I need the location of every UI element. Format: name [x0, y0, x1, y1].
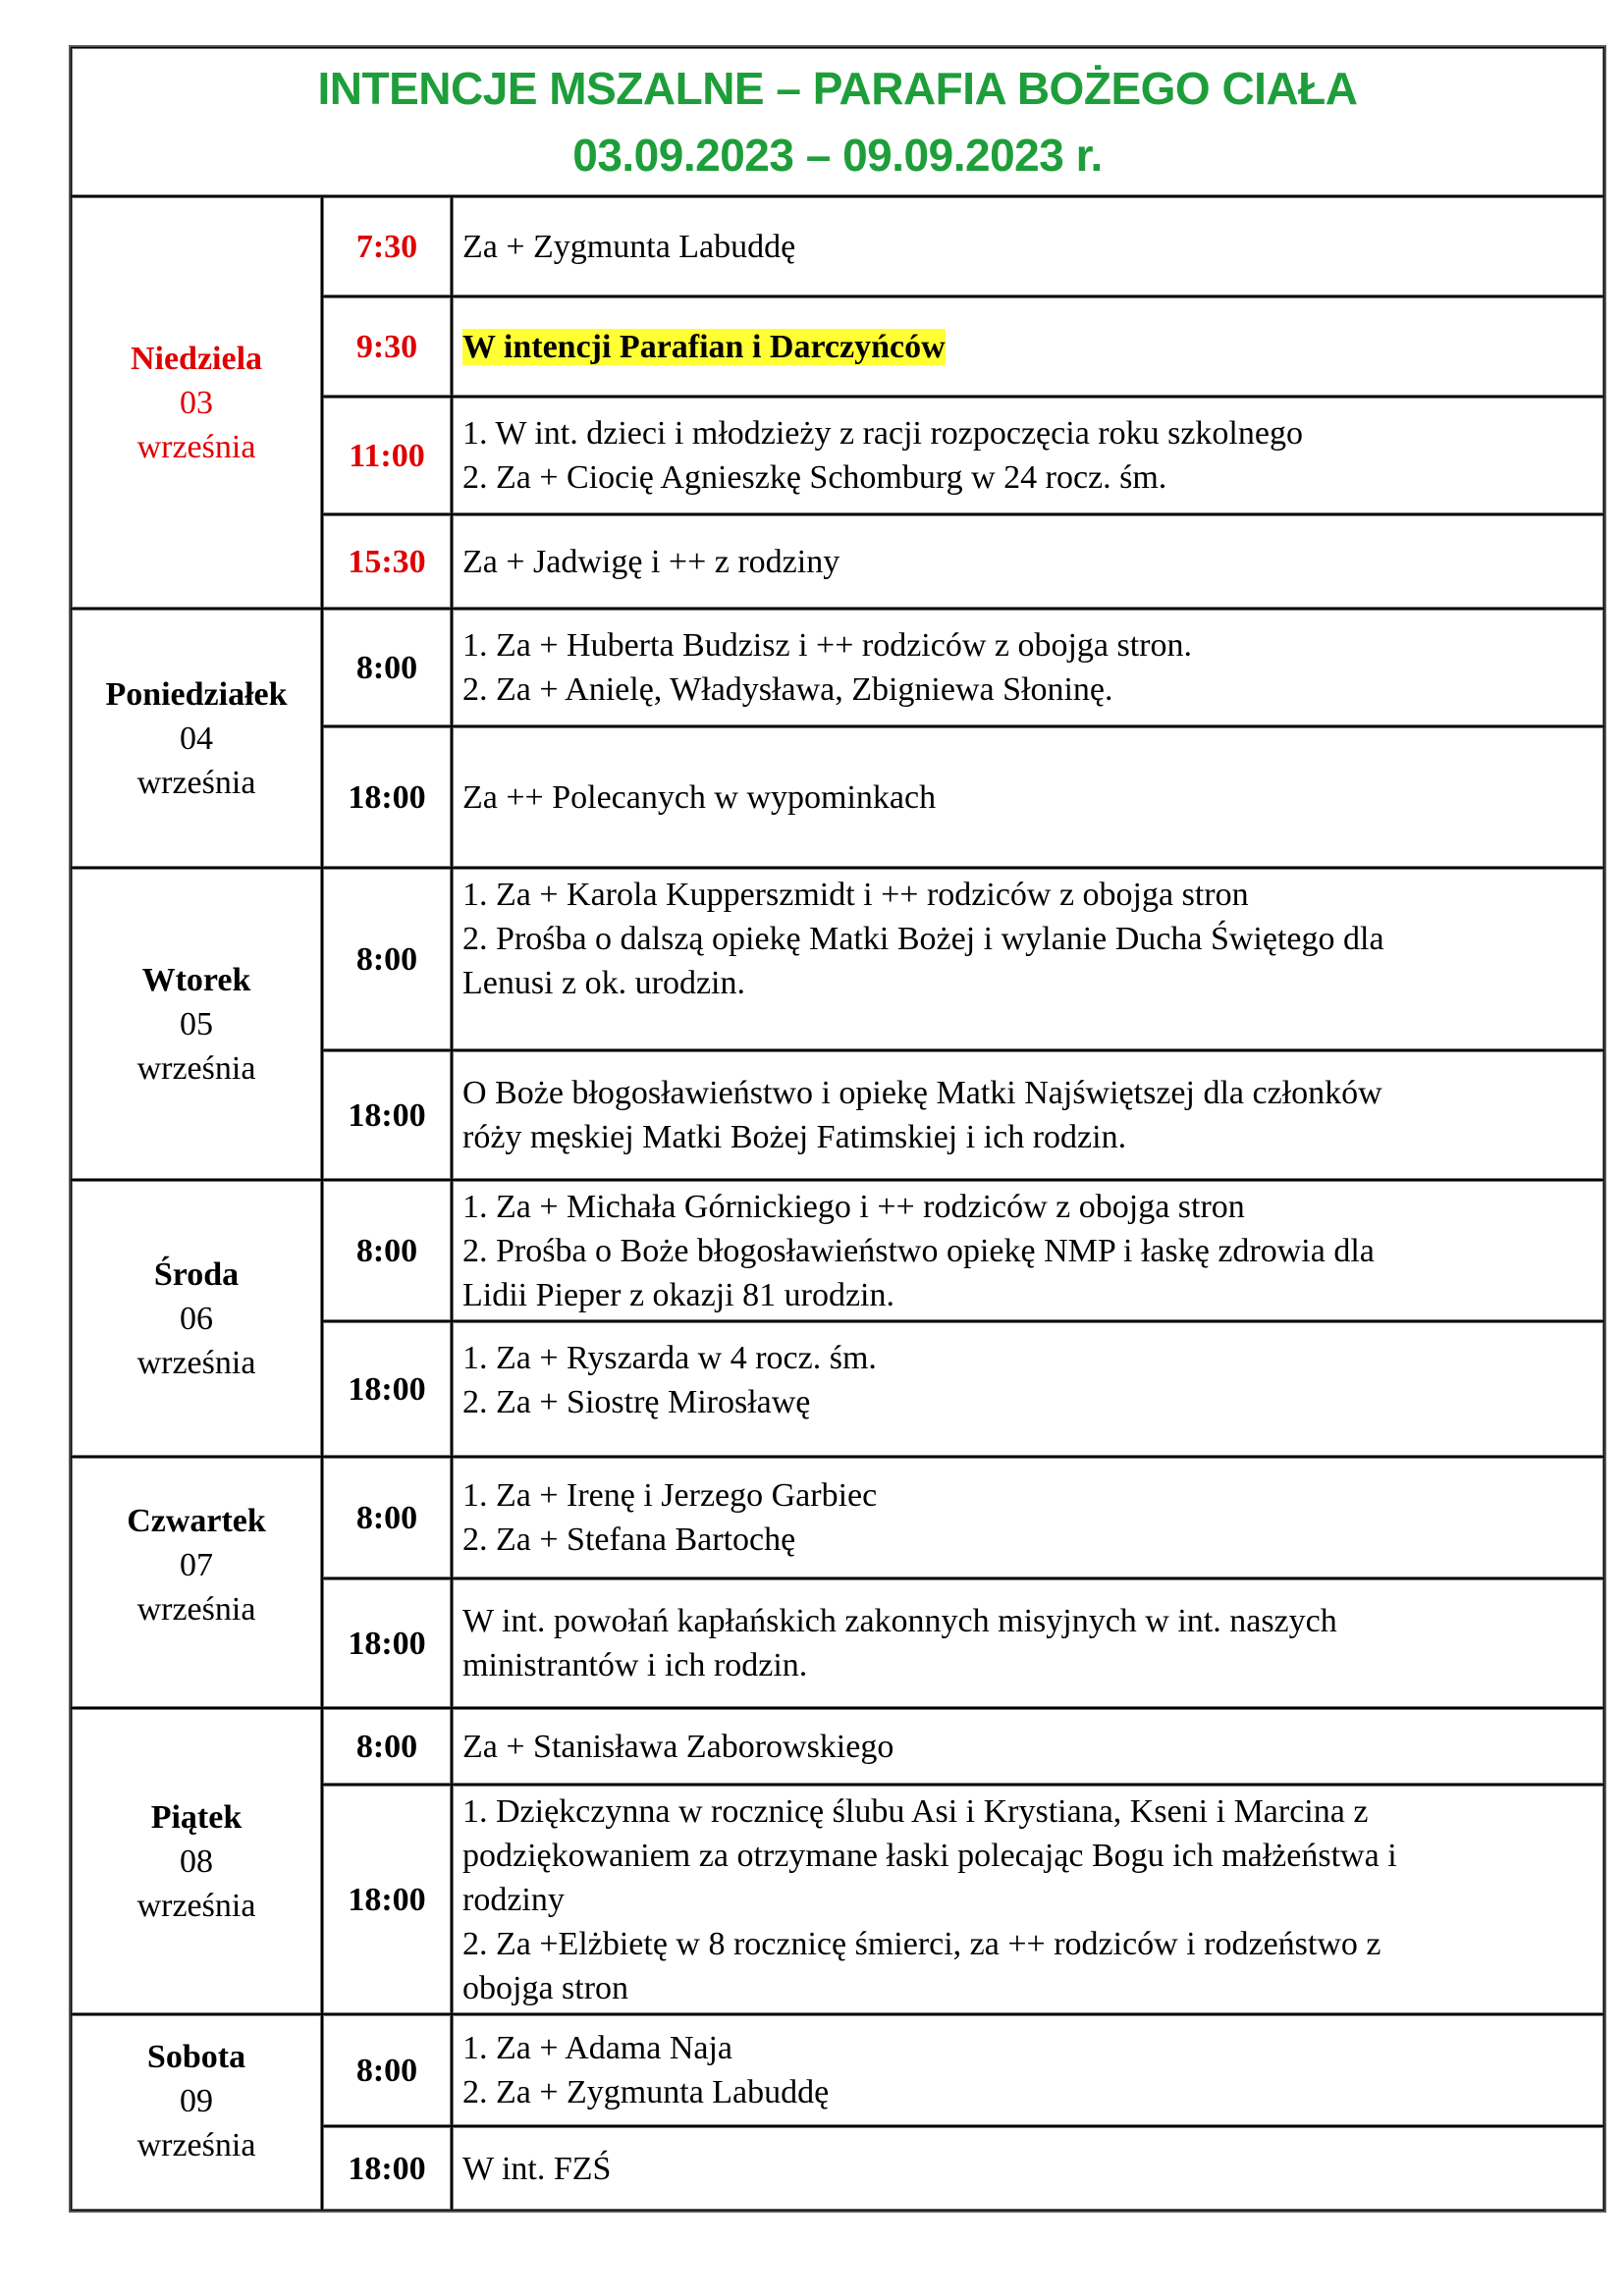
- mass-intention: [452, 726, 1604, 868]
- day-cell-sunday: [71, 196, 322, 609]
- day-name: Środa: [153, 1255, 240, 1293]
- mass-intention: [452, 1457, 1604, 1578]
- day-month: września: [136, 2127, 256, 2163]
- intention-line: 2. Za + Zygmunta Labuddę: [462, 2074, 830, 2110]
- mass-intention: [452, 397, 1604, 514]
- mass-intention: [452, 514, 1604, 609]
- day-month: września: [136, 428, 256, 465]
- day-cell-saturday: [71, 2014, 322, 2211]
- intention-line: 1. Za + Michała Górnickiego i ++ rodziców z obojga stron: [462, 1188, 1245, 1225]
- table-row: [71, 609, 1604, 726]
- table-row: [71, 1708, 1604, 1785]
- highlighted-intention: W intencji Parafian i Darczyńców: [462, 328, 946, 365]
- intention-line: 1. Za + Irenę i Jerzego Garbiec: [462, 1477, 878, 1514]
- mass-time: 8:00: [322, 2014, 452, 2126]
- day-name: Sobota: [146, 2039, 246, 2075]
- mass-intention: [452, 868, 1604, 1050]
- day-cell-monday: [71, 609, 322, 868]
- intention-line: obojga stron: [462, 1969, 629, 2006]
- mass-intention: [452, 296, 1604, 397]
- intention-line: 2. Za + Ciocię Agnieszkę Schomburg w 24 rocz. śm.: [462, 459, 1167, 496]
- mass-intention: [452, 1578, 1604, 1708]
- table-row: [71, 1180, 1604, 1321]
- intentions-document: [69, 45, 1602, 2213]
- title-line-2: 03.09.2023 – 09.09.2023 r.: [572, 130, 1103, 181]
- mass-time: 18:00: [322, 2126, 452, 2211]
- mass-time: 18:00: [322, 1785, 452, 2014]
- day-number: 05: [180, 1005, 213, 1042]
- mass-intention: [452, 1708, 1604, 1785]
- day-name: Czwartek: [127, 1503, 266, 1539]
- table-row: [71, 1457, 1604, 1578]
- intention-line: 2. Za + Siostrę Mirosławę: [462, 1384, 811, 1420]
- intention-line: 1. Za + Karola Kupperszmidt i ++ rodziców z obojga stron: [462, 877, 1249, 913]
- mass-time: 9:30: [322, 296, 452, 397]
- day-number: 06: [180, 1300, 213, 1337]
- mass-time: 8:00: [322, 1180, 452, 1321]
- intention-line: W int. powołań kapłańskich zakonnych misyjnych w int. naszych: [462, 1603, 1337, 1639]
- mass-intentions-table: [69, 45, 1606, 2213]
- day-name: Poniedziałek: [105, 675, 288, 713]
- day-month: września: [136, 1591, 256, 1628]
- intention-line: Lenusi z ok. urodzin.: [462, 965, 745, 1001]
- table-row: [71, 868, 1604, 1050]
- mass-time: 15:30: [322, 514, 452, 609]
- intention-line: W int. FZŚ: [462, 2150, 612, 2187]
- day-number: 09: [180, 2083, 213, 2119]
- intention-line: Za + Jadwigę i ++ z rodziny: [462, 543, 840, 580]
- intention-line: 1. Za + Huberta Budzisz i ++ rodziców z obojga stron.: [462, 627, 1193, 664]
- day-name: Wtorek: [141, 961, 251, 998]
- day-month: września: [136, 764, 256, 801]
- day-number: 07: [180, 1547, 213, 1583]
- intention-line: ministrantów i ich rodzin.: [462, 1647, 808, 1683]
- title-row: [71, 47, 1604, 196]
- intention-line: Za + Stanisława Zaborowskiego: [462, 1728, 894, 1765]
- mass-time: 8:00: [322, 868, 452, 1050]
- intention-line: 1. Za + Ryszarda w 4 rocz. śm.: [462, 1340, 877, 1376]
- day-month: września: [136, 1887, 256, 1924]
- day-month: września: [136, 1344, 256, 1381]
- day-cell-wednesday: [71, 1180, 322, 1457]
- title-line-1: INTENCJE MSZALNE – PARAFIA BOŻEGO CIAŁA: [317, 63, 1358, 114]
- intention-line: Za ++ Polecanych w wypominkach: [462, 778, 937, 816]
- day-number: 03: [180, 384, 213, 421]
- mass-intention: [452, 196, 1604, 296]
- intention-line: 2. Za + Anielę, Władysława, Zbigniewa Słoninę.: [462, 671, 1113, 708]
- mass-time: 18:00: [322, 1321, 452, 1457]
- mass-intention: [452, 2126, 1604, 2211]
- intention-line: O Boże błogosławieństwo i opiekę Matki Najświętszej dla członków: [462, 1075, 1382, 1111]
- table-row: [71, 196, 1604, 296]
- day-month: września: [136, 1049, 256, 1087]
- intention-line: 2. Prośba o Boże błogosławieństwo opiekę NMP i łaskę zdrowia dla: [462, 1232, 1375, 1269]
- day-name: Niedziela: [130, 340, 263, 377]
- mass-intention: [452, 1785, 1604, 2014]
- mass-time: 8:00: [322, 609, 452, 726]
- mass-intention: [452, 1180, 1604, 1321]
- day-number: 04: [180, 720, 213, 757]
- mass-intention: [452, 1050, 1604, 1180]
- mass-intention: [452, 609, 1604, 726]
- intention-line: podziękowaniem za otrzymane łaski polecając Bogu ich małżeństwa i: [462, 1837, 1397, 1874]
- mass-intention: [452, 1321, 1604, 1457]
- mass-time: 18:00: [322, 726, 452, 868]
- mass-time: 18:00: [322, 1578, 452, 1708]
- intention-line: róży męskiej Matki Bożej Fatimskiej i ich rodzin.: [462, 1119, 1127, 1155]
- mass-intention: [452, 2014, 1604, 2126]
- day-name: Piątek: [150, 1798, 243, 1836]
- day-cell-friday: [71, 1708, 322, 2014]
- mass-time: 8:00: [322, 1708, 452, 1785]
- day-cell-tuesday: [71, 868, 322, 1180]
- mass-time: 8:00: [322, 1457, 452, 1578]
- mass-time: 11:00: [322, 397, 452, 514]
- table-row: [71, 2014, 1604, 2126]
- intention-line: 1. Dziękczynna w rocznicę ślubu Asi i Krystiana, Kseni i Marcina z: [462, 1792, 1369, 1830]
- intention-line: 2. Za +Elżbietę w 8 rocznicę śmierci, za ++ rodziców i rodzeństwo z: [462, 1925, 1381, 1962]
- day-cell-thursday: [71, 1457, 322, 1708]
- intention-line: 1. Za + Adama Naja: [462, 2030, 733, 2066]
- intention-line: Za + Zygmunta Labuddę: [462, 228, 796, 265]
- intention-line: 1. W int. dzieci i młodzieży z racji rozpoczęcia roku szkolnego: [462, 415, 1303, 452]
- day-number: 08: [180, 1842, 213, 1880]
- intention-line: 2. Za + Stefana Bartochę: [462, 1522, 796, 1558]
- mass-time: 18:00: [322, 1050, 452, 1180]
- intention-line: Lidii Pieper z okazji 81 urodzin.: [462, 1276, 894, 1313]
- document-title: [71, 47, 1604, 196]
- intention-line: rodziny: [462, 1881, 565, 1918]
- mass-time: 7:30: [322, 196, 452, 296]
- intention-line: 2. Prośba o dalszą opiekę Matki Bożej i wylanie Ducha Świętego dla: [462, 921, 1384, 957]
